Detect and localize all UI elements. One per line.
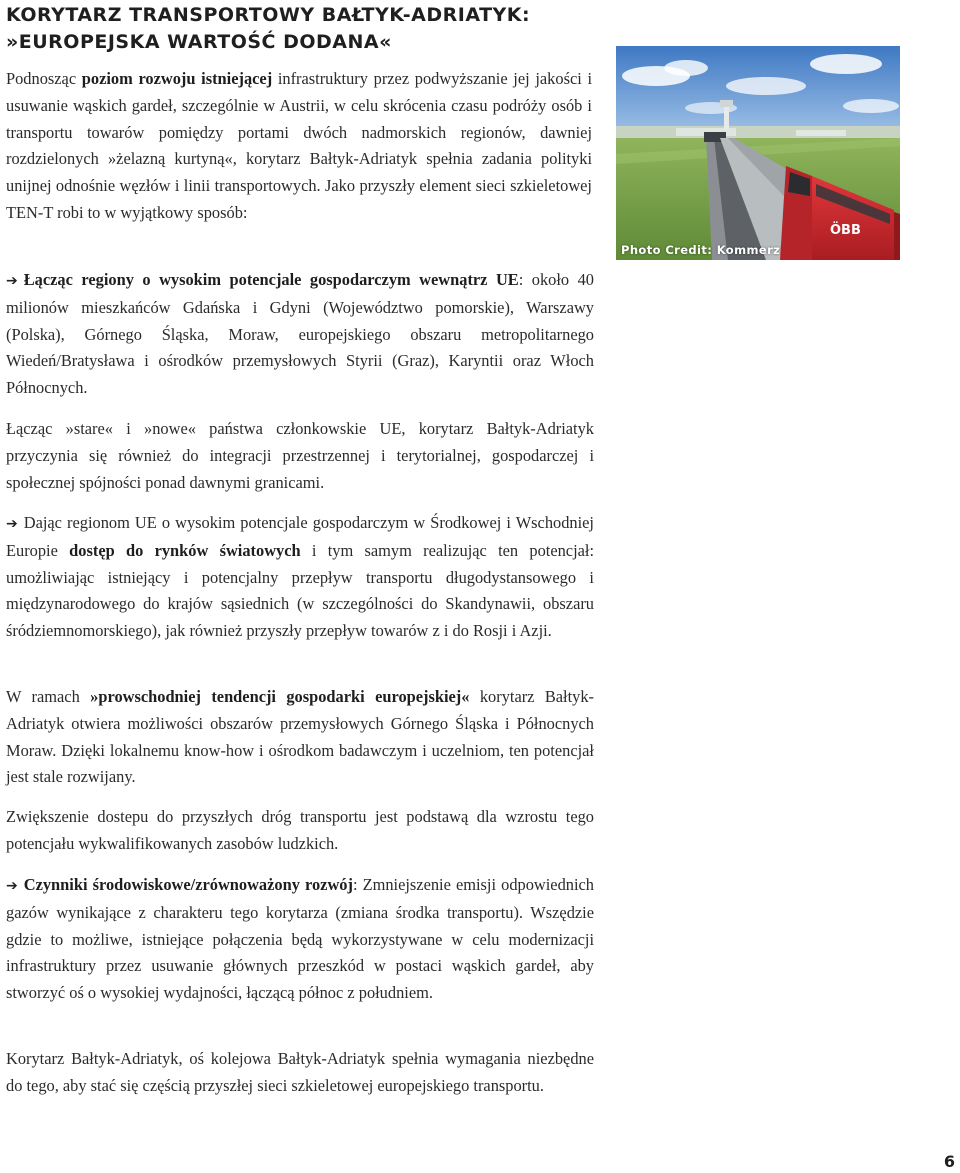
intro-paragraph (6, 66, 592, 227)
bullet-connecting-regions (6, 267, 594, 402)
paragraph-growth: Zwiększenie dostepu do przyszłych dróg transportu jest podstawą dla wzrostu tego potencjału wykwalifikowanych zasobów ludzkich. (6, 807, 594, 853)
title-line-2: »EUROPEJSKA WARTOŚĆ DODANA« (6, 31, 392, 53)
bullet2-text-2: i tym samym realizując ten potencjał: umożliwiając istniejący i potencjalny przepływ transportu długodystansowego i międzynarodowego do krajów sąsiednich (w szczególności do Skandynawii, obszaru śródziemnomorskiego), jak również przyszły przepływ towarów z i do Rosji i Azji. (6, 540, 595, 641)
page-number: 6 (943, 1152, 955, 1171)
arrow-icon: ➔ (6, 273, 18, 289)
intro-text-2: infrastruktury przez podwyższanie jej jakości i usuwanie wąskich gardeł, szczególnie w Austrii, w celu skrócenia czasu podróży osób i transportu towarów pomiędzy portami dwóch nadmorskich regionów, dawniej rozdzielonych »żelazną kurtyną«, korytarz Bałtyk-Adriatyk spełnia zadania polityki unijnej odnośnie węzłów i linii transportowych. Jako przyszły element sieci szkieletowej TEN-T robi to w wyjątkowy sposób: (6, 69, 592, 222)
arrow-icon: ➔ (6, 878, 18, 894)
photo-credit: Photo Credit: Kommerz (621, 243, 781, 257)
bullet3-text: : Zmniejszenie emisji odpowiednich gazów wynikające z charakteru tego korytarza (zmiana środka transportu). Wszędzie gdzie to możliwe, istniejące połączenia będą wykorzystywane w celu modernizacji infrastruktury przez usuwanie głównych przeszkód w postaci wąskich gardeł, aby stworzyć oś o wysokiej wydajności, łączącą północ z południem. (6, 875, 594, 1003)
train-tunnel-photo (616, 46, 900, 260)
train-logo: ÖBB (830, 223, 861, 238)
paragraph-final: Korytarz Bałtyk-Adriatyk, oś kolejowa Bałtyk-Adriatyk spełnia wymagania niezbędne do tego, aby stać się częścią przyszłej sieci szkieletowej europejskiego transportu. (6, 1049, 594, 1095)
intro-emphasis: poziom rozwoju istniejącej (81, 69, 273, 88)
paragraph-old-new-states: Łącząc »stare« i »nowe« państwa członkowskie UE, korytarz Bałtyk-Adriatyk przyczynia się również do integracji przestrzennej i terytorialnej, gospodarczej i społecznej spójności ponad dawnymi granicami. (6, 419, 594, 492)
title-line-1: KORYTARZ TRANSPORTOWY BAŁTYK-ADRIATYK: (6, 4, 531, 26)
east-text-2: korytarz Bałtyk-Adriatyk otwiera możliwości obszarów przemysłowych Górnego Śląska i Północnych Moraw. Dzięki lokalnemu know-how i ośrodkom badawczym i uczelniom, ten potencjał jest stale rozwijany. (6, 687, 594, 787)
bullet2-emphasis: dostęp do rynków światowych (69, 540, 301, 560)
bullet3-emphasis: Czynniki środowiskowe/zrównoważony rozwój (23, 875, 353, 894)
bullet1-text: : około 40 milionów mieszkańców Gdańska i Gdyni (Województwo pomorskie), Warszawy (Polska), Górnego Śląska, Moraw, europejskiego obszaru metropolitarnego Wiedeń/Bratysława i ośrodków przemysłowych Styrii (Graz), Karyntii oraz Włoch Północnych. (6, 270, 594, 398)
intro-text-1: Podnosząc (6, 69, 82, 88)
paragraph-eastern-tendency (6, 684, 594, 791)
photo-illustration (616, 46, 900, 260)
bullet2-text-1: Dając regionom UE o wysokim potencjale gospodarczym w Środkowej i Wschodniej Europie (6, 513, 594, 560)
bullet1-emphasis: Łącząc regiony o wysokim potencjale gospodarczym wewnątrz UE (23, 270, 519, 289)
arrow-icon: ➔ (6, 516, 18, 532)
east-emphasis: »prowschodniej tendencji gospodarki europejskiej« (90, 687, 470, 706)
bullet-environment (6, 872, 594, 1007)
bullet-world-markets (6, 510, 594, 645)
east-text-1: W ramach (6, 687, 91, 706)
page-title (6, 2, 626, 56)
